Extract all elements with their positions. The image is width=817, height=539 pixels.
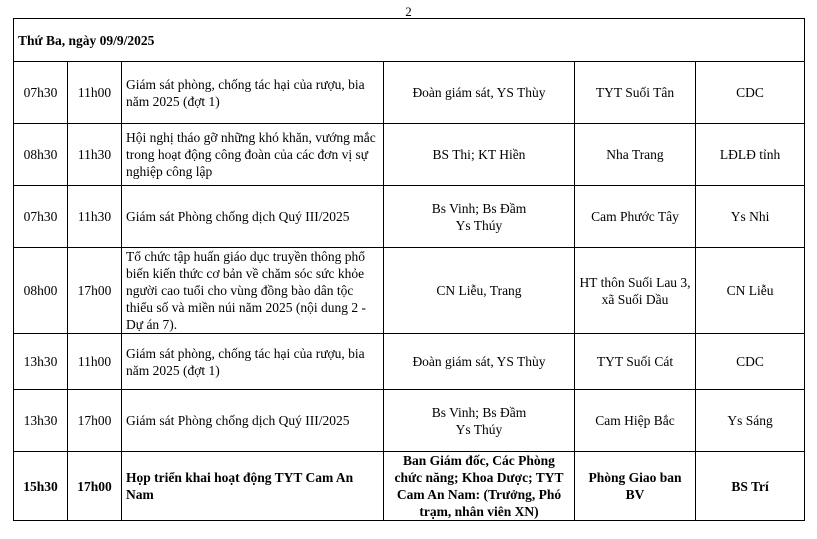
start-time-cell: 07h30 xyxy=(14,186,68,248)
end-time-cell: 11h30 xyxy=(68,186,122,248)
start-time-cell: 15h30 xyxy=(14,452,68,521)
location-cell: Phòng Giao ban BV xyxy=(575,452,696,521)
location-cell: Cam Hiệp Bắc xyxy=(575,390,696,452)
schedule-row xyxy=(14,248,805,334)
location-cell: TYT Suối Cát xyxy=(575,334,696,390)
end-time-cell: 11h00 xyxy=(68,334,122,390)
location-cell: HT thôn Suối Lau 3, xã Suối Dầu xyxy=(575,248,696,334)
content-cell: Giám sát Phòng chống dịch Quý III/2025 xyxy=(122,186,384,248)
content-cell: Hội nghị tháo gỡ những khó khăn, vướng mắc trong hoạt động công đoàn của các đơn vị sự nghiệp công lập xyxy=(122,124,384,186)
end-time-cell: 17h00 xyxy=(68,390,122,452)
participants-cell: Đoàn giám sát, YS Thùy xyxy=(384,62,575,124)
schedule-row xyxy=(14,390,805,452)
lead-unit-cell: BS Trí xyxy=(696,452,805,521)
start-time-cell: 13h30 xyxy=(14,334,68,390)
participants-cell: Bs Vinh; Bs Đầm Ys Thúy xyxy=(384,390,575,452)
lead-unit-cell: CDC xyxy=(696,334,805,390)
day-header-row xyxy=(14,19,805,62)
page-number: 2 xyxy=(405,4,412,19)
start-time-cell: 08h30 xyxy=(14,124,68,186)
schedule-table xyxy=(13,18,805,521)
end-time-cell: 11h30 xyxy=(68,124,122,186)
schedule-row xyxy=(14,334,805,390)
end-time-cell: 17h00 xyxy=(68,248,122,334)
participants-cell: CN Liễu, Trang xyxy=(384,248,575,334)
content-cell: Tổ chức tập huấn giáo dục truyền thông phổ biến kiến thức cơ bản về chăm sóc sức khỏe người cao tuổi cho vùng đồng bào dân tộc thiểu số và miền núi năm 2025 (nội dung 2 - Dự án 7). xyxy=(122,248,384,334)
schedule-row xyxy=(14,452,805,521)
lead-unit-cell: LĐLĐ tỉnh xyxy=(696,124,805,186)
participants-cell: Bs Vinh; Bs Đầm Ys Thúy xyxy=(384,186,575,248)
start-time-cell: 13h30 xyxy=(14,390,68,452)
participants-cell: Ban Giám đốc, Các Phòng chức năng; Khoa Dược; TYT Cam An Nam: (Trưởng, Phó trạm, nhân viên XN) xyxy=(384,452,575,521)
schedule-row xyxy=(14,124,805,186)
participants-cell: BS Thi; KT Hiền xyxy=(384,124,575,186)
end-time-cell: 11h00 xyxy=(68,62,122,124)
lead-unit-cell: Ys Nhi xyxy=(696,186,805,248)
day-header: Thứ Ba, ngày 09/9/2025 xyxy=(14,19,805,62)
schedule-row xyxy=(14,62,805,124)
start-time-cell: 08h00 xyxy=(14,248,68,334)
participants-cell: Đoàn giám sát, YS Thùy xyxy=(384,334,575,390)
content-cell: Giám sát phòng, chống tác hại của rượu, bia năm 2025 (đợt 1) xyxy=(122,334,384,390)
location-cell: TYT Suối Tân xyxy=(575,62,696,124)
location-cell: Nha Trang xyxy=(575,124,696,186)
content-cell: Họp triển khai hoạt động TYT Cam An Nam xyxy=(122,452,384,521)
schedule-row xyxy=(14,186,805,248)
lead-unit-cell: Ys Sáng xyxy=(696,390,805,452)
start-time-cell: 07h30 xyxy=(14,62,68,124)
content-cell: Giám sát Phòng chống dịch Quý III/2025 xyxy=(122,390,384,452)
lead-unit-cell: CDC xyxy=(696,62,805,124)
end-time-cell: 17h00 xyxy=(68,452,122,521)
content-cell: Giám sát phòng, chống tác hại của rượu, bia năm 2025 (đợt 1) xyxy=(122,62,384,124)
location-cell: Cam Phước Tây xyxy=(575,186,696,248)
lead-unit-cell: CN Liễu xyxy=(696,248,805,334)
